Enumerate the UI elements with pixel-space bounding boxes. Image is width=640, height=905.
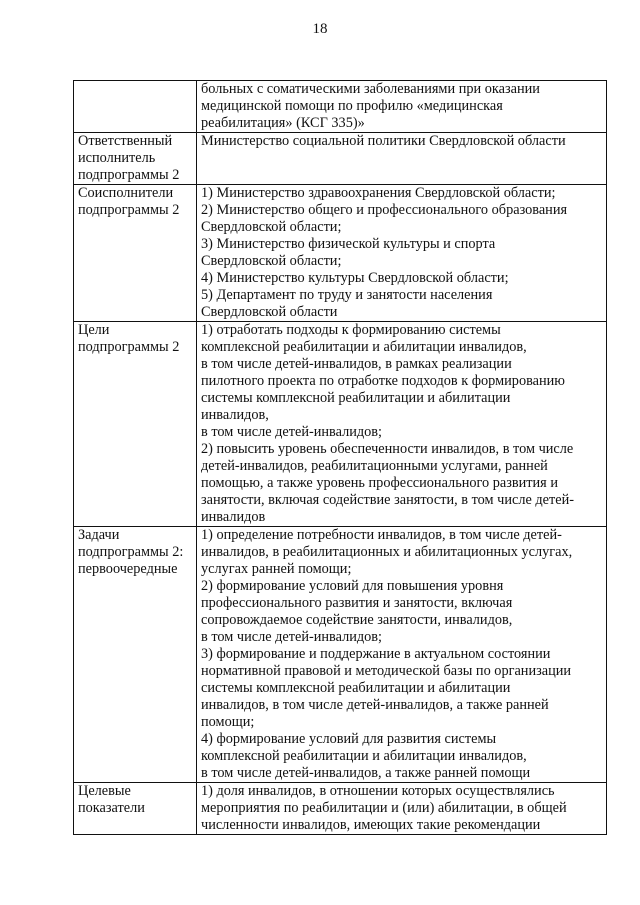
table-row xyxy=(74,783,607,835)
content-line: 2) формирование условий для повышения уровня xyxy=(201,578,504,594)
content-line: инвалидов xyxy=(201,509,266,525)
row-content xyxy=(197,133,607,185)
content-line: в том числе детей-инвалидов; xyxy=(201,629,383,645)
row-label: Ответственный исполнитель подпрограммы 2 xyxy=(74,133,197,185)
content-line: мероприятия по реабилитации и (или) абилитации, в общей xyxy=(201,800,567,816)
content-line: 4) формирование условий для развития системы xyxy=(201,731,497,747)
content-line: системы комплексной реабилитации и абилитации xyxy=(201,680,511,696)
content-line: инвалидов, в том числе детей-инвалидов, а также ранней xyxy=(201,697,549,713)
content-line: инвалидов, в реабилитационных и абилитационных услугах, xyxy=(201,544,573,560)
table-row xyxy=(74,81,607,133)
content-line: в том числе детей-инвалидов, а также ранней помощи xyxy=(201,765,531,781)
row-content xyxy=(197,527,607,783)
content-line: 3) Министерство физической культуры и спорта xyxy=(201,236,496,252)
content-line: занятости, включая содействие занятости, в том числе детей- xyxy=(201,492,575,508)
content-line: детей-инвалидов, реабилитационными услугами, ранней xyxy=(201,458,548,474)
content-line: медицинской помощи по профилю «медицинская xyxy=(201,98,503,114)
row-label: Цели подпрограммы 2 xyxy=(74,322,197,527)
table-row xyxy=(74,527,607,783)
content-line: Свердловской области; xyxy=(201,253,342,269)
content-line: 2) Министерство общего и профессионального образования xyxy=(201,202,568,218)
row-label: Задачи подпрограммы 2: первоочередные xyxy=(74,527,197,783)
content-line: численности инвалидов, имеющих такие рекомендации xyxy=(201,817,541,833)
content-line: реабилитация» (КСГ 335)» xyxy=(201,115,365,131)
row-content xyxy=(197,81,607,133)
content-line: в том числе детей-инвалидов, в рамках реализации xyxy=(201,356,512,372)
row-content xyxy=(197,185,607,322)
row-content xyxy=(197,322,607,527)
content-line: 1) отработать подходы к формированию системы xyxy=(201,322,501,338)
content-line: профессионального развития и занятости, включая xyxy=(201,595,513,611)
content-line: комплексной реабилитации и абилитации инвалидов, xyxy=(201,748,527,764)
content-line: сопровождаемое содействие занятости, инвалидов, xyxy=(201,612,513,628)
content-line: 2) повысить уровень обеспеченности инвалидов, в том числе xyxy=(201,441,574,457)
content-line: помощи; xyxy=(201,714,255,730)
content-line: 1) доля инвалидов, в отношении которых осуществлялись xyxy=(201,783,555,799)
content-line: Свердловской области; xyxy=(201,219,342,235)
table-row xyxy=(74,133,607,185)
row-label: Целевые показатели xyxy=(74,783,197,835)
content-line: 1) Министерство здравоохранения Свердловской области; xyxy=(201,185,556,201)
content-line: 3) формирование и поддержание в актуальном состоянии xyxy=(201,646,551,662)
content-line: 4) Министерство культуры Свердловской области; xyxy=(201,270,509,286)
content-line: услугах ранней помощи; xyxy=(201,561,352,577)
program-table-body xyxy=(74,81,607,835)
content-line: системы комплексной реабилитации и абилитации xyxy=(201,390,511,406)
content-line: 5) Департамент по труду и занятости населения xyxy=(201,287,493,303)
content-line: нормативной правовой и методической базы по организации xyxy=(201,663,572,679)
table-row xyxy=(74,322,607,527)
row-label: Соисполнители подпрограммы 2 xyxy=(74,185,197,322)
content-line: пилотного проекта по отработке подходов к формированию xyxy=(201,373,565,389)
content-line: в том числе детей-инвалидов; xyxy=(201,424,383,440)
table-row xyxy=(74,185,607,322)
content-line: больных с соматическими заболеваниями при оказании xyxy=(201,81,540,97)
content-line: инвалидов, xyxy=(201,407,269,423)
row-content xyxy=(197,783,607,835)
row-label xyxy=(74,81,197,133)
content-line: комплексной реабилитации и абилитации инвалидов, xyxy=(201,339,527,355)
content-line: помощью, а также уровень профессионального развития и xyxy=(201,475,558,491)
content-line: Свердловской области xyxy=(201,304,338,320)
page-number: 18 xyxy=(312,21,328,37)
program-table xyxy=(73,80,607,835)
content-line: 1) определение потребности инвалидов, в том числе детей- xyxy=(201,527,562,543)
content-line: Министерство социальной политики Свердловской области xyxy=(201,133,566,149)
